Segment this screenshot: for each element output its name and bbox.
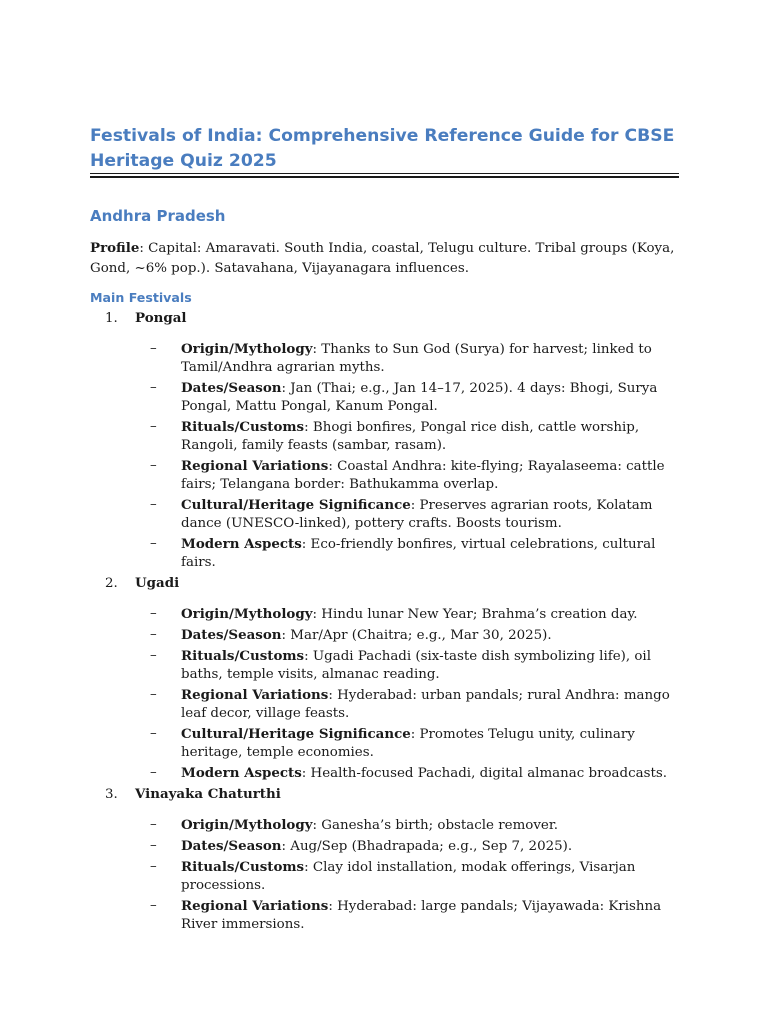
festival-detail-list [90, 605, 690, 783]
festival-number: 2. [105, 576, 118, 591]
detail-list-item [90, 418, 681, 455]
detail-text: : Thanks to Sun God (Surya) for harvest; linked to Tamil/Andhra agrarian myths. [181, 342, 652, 375]
detail-text: : Aug/Sep (Bhadrapada; e.g., Sep 7, 2025). [281, 839, 573, 854]
state-heading: Andhra Pradesh [90, 207, 226, 225]
detail-text: : Hyderabad: urban pandals; rural Andhra: mango leaf decor, village feasts. [181, 688, 670, 721]
detail-label: Rituals/Customs [181, 419, 305, 435]
detail-label: Dates/Season [181, 380, 282, 396]
detail-text: : Hindu lunar New Year; Brahma’s creation day. [312, 607, 638, 622]
detail-list-item [90, 686, 681, 723]
bullet-dash: – [150, 817, 157, 832]
festival-item [90, 574, 690, 783]
detail-list-item [90, 340, 681, 377]
festival-detail-list [90, 816, 690, 934]
detail-list-item [90, 457, 681, 494]
festival-number: 1. [105, 311, 118, 326]
detail-label: Regional Variations [181, 458, 329, 474]
bullet-dash: – [150, 497, 157, 512]
detail-text: : Preserves agrarian roots, Kolatam dance (UNESCO-linked), pottery crafts. Boosts tourism. [181, 498, 653, 531]
bullet-dash: – [150, 859, 157, 874]
detail-label: Origin/Mythology [181, 341, 313, 357]
bullet-dash: – [150, 726, 157, 741]
detail-label: Dates/Season [181, 627, 282, 643]
detail-label: Origin/Mythology [181, 606, 313, 622]
detail-label: Regional Variations [181, 687, 329, 703]
detail-list-item [90, 647, 681, 684]
detail-list-item [90, 816, 681, 835]
detail-list-item [90, 837, 681, 856]
detail-list-item [90, 897, 681, 934]
detail-text: : Health-focused Pachadi, digital almanac broadcasts. [301, 766, 667, 781]
detail-list-item [90, 725, 681, 762]
detail-list-item [90, 379, 681, 416]
bullet-dash: – [150, 898, 157, 913]
bullet-dash: – [150, 536, 157, 551]
detail-text: : Hyderabad: large pandals; Vijayawada: Krishna River immersions. [181, 899, 662, 932]
bullet-dash: – [150, 838, 157, 853]
festival-name: Pongal [135, 310, 187, 326]
title-divider-thick [90, 176, 679, 178]
bullet-dash: – [150, 627, 157, 642]
detail-label: Rituals/Customs [181, 648, 305, 664]
profile-paragraph [90, 239, 690, 278]
detail-list-item [90, 764, 681, 783]
festival-detail-list [90, 340, 690, 572]
detail-label: Dates/Season [181, 838, 282, 854]
profile-text: : Capital: Amaravati. South India, coastal, Telugu culture. Tribal groups (Koya, Gond, ~6% pop.). Satavahana, Vijayanagara influences. [90, 241, 675, 276]
festival-heading [90, 785, 690, 804]
bullet-dash: – [150, 341, 157, 356]
main-festivals-heading: Main Festivals [90, 290, 192, 305]
detail-text: : Eco-friendly bonfires, virtual celebrations, cultural fairs. [181, 537, 656, 570]
detail-label: Origin/Mythology [181, 817, 313, 833]
festival-heading [90, 309, 690, 328]
detail-list-item [90, 605, 681, 624]
detail-text: : Mar/Apr (Chaitra; e.g., Mar 30, 2025). [281, 628, 552, 643]
detail-text: : Ugadi Pachadi (six-taste dish symbolizing life), oil baths, temple visits, almanac reading. [181, 649, 651, 682]
festival-heading [90, 574, 690, 593]
detail-text: : Bhogi bonfires, Pongal rice dish, cattle worship, Rangoli, family feasts (sambar, rasam). [181, 420, 640, 453]
festival-number: 3. [105, 787, 118, 802]
festival-name: Ugadi [135, 575, 180, 591]
detail-text: : Ganesha’s birth; obstacle remover. [312, 818, 558, 833]
document-title: Festivals of India: Comprehensive Reference Guide for CBSE Heritage Quiz 2025 [90, 126, 675, 171]
detail-list-item [90, 496, 681, 533]
festival-item [90, 785, 690, 934]
detail-list-item [90, 858, 681, 895]
detail-label: Cultural/Heritage Significance [181, 497, 411, 513]
profile-label: Profile [90, 240, 140, 256]
bullet-dash: – [150, 648, 157, 663]
bullet-dash: – [150, 765, 157, 780]
detail-list-item [90, 626, 681, 645]
bullet-dash: – [150, 687, 157, 702]
festival-item [90, 309, 690, 572]
detail-label: Modern Aspects [181, 765, 302, 781]
detail-label: Modern Aspects [181, 536, 302, 552]
title-divider [90, 173, 679, 174]
detail-label: Regional Variations [181, 898, 329, 914]
festival-list [90, 309, 690, 936]
bullet-dash: – [150, 419, 157, 434]
detail-text: : Clay idol installation, modak offerings, Visarjan processions. [181, 860, 636, 893]
detail-label: Rituals/Customs [181, 859, 305, 875]
detail-text: : Jan (Thai; e.g., Jan 14–17, 2025). 4 days: Bhogi, Surya Pongal, Mattu Pongal, Kanum Pongal. [181, 381, 658, 414]
festival-name: Vinayaka Chaturthi [135, 786, 281, 802]
bullet-dash: – [150, 380, 157, 395]
detail-text: : Coastal Andhra: kite-flying; Rayalaseema: cattle fairs; Telangana border: Bathukamma overlap. [181, 459, 665, 492]
bullet-dash: – [150, 458, 157, 473]
detail-label: Cultural/Heritage Significance [181, 726, 411, 742]
detail-text: : Promotes Telugu unity, culinary heritage, temple economies. [181, 727, 635, 760]
detail-list-item [90, 535, 681, 572]
bullet-dash: – [150, 606, 157, 621]
